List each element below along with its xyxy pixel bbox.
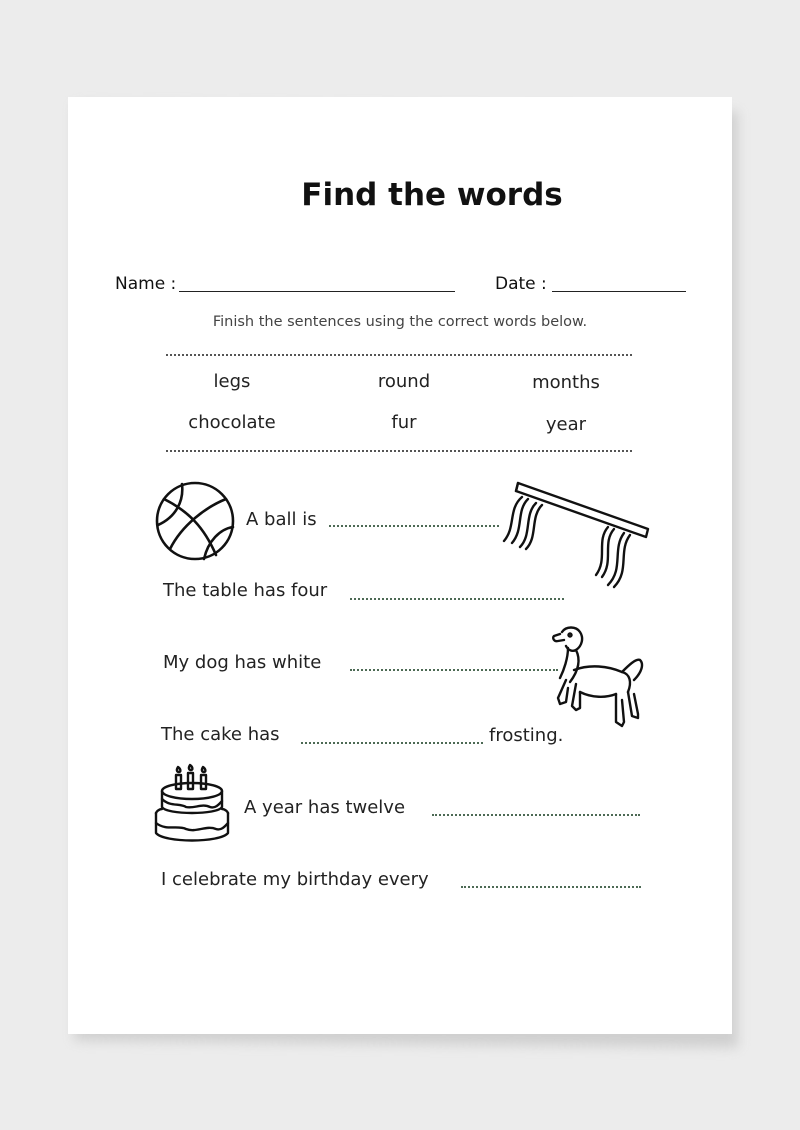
name-label: Name : <box>115 274 177 294</box>
dog-icon <box>546 622 650 746</box>
date-field[interactable] <box>552 291 686 292</box>
sentence-cake-start: The cake has <box>161 724 280 745</box>
basketball-icon <box>154 481 238 561</box>
answer-blank-dog[interactable] <box>350 669 558 671</box>
word-bank-item: months <box>532 372 600 393</box>
sentence-dog: My dog has white <box>163 652 322 673</box>
table-icon <box>498 479 650 589</box>
word-bank-item: legs <box>213 371 251 392</box>
sentence-ball: A ball is <box>246 509 317 530</box>
date-label: Date : <box>495 274 547 294</box>
word-bank-item: round <box>377 371 431 392</box>
answer-blank-table[interactable] <box>350 598 564 600</box>
sentence-months: A year has twelve <box>244 797 406 818</box>
word-bank-bottom-divider <box>166 450 632 452</box>
answer-blank-birthday[interactable] <box>461 886 641 888</box>
sentence-cake-end: frosting. <box>489 725 564 746</box>
word-bank-item: year <box>545 414 587 435</box>
name-field[interactable] <box>179 291 455 292</box>
word-bank-top-divider <box>166 354 632 356</box>
page-title: Find the words <box>301 177 563 213</box>
worksheet-page <box>68 97 732 1034</box>
word-bank-item: fur <box>391 412 417 433</box>
word-bank-item: chocolate <box>188 412 276 433</box>
answer-blank-ball[interactable] <box>329 525 499 527</box>
instructions-text: Finish the sentences using the correct words below. <box>212 314 588 330</box>
sentence-table: The table has four <box>163 580 328 601</box>
sentence-birthday: I celebrate my birthday every <box>161 869 429 890</box>
birthday-cake-icon <box>150 763 236 849</box>
answer-blank-months[interactable] <box>432 814 640 816</box>
answer-blank-cake[interactable] <box>301 742 483 744</box>
